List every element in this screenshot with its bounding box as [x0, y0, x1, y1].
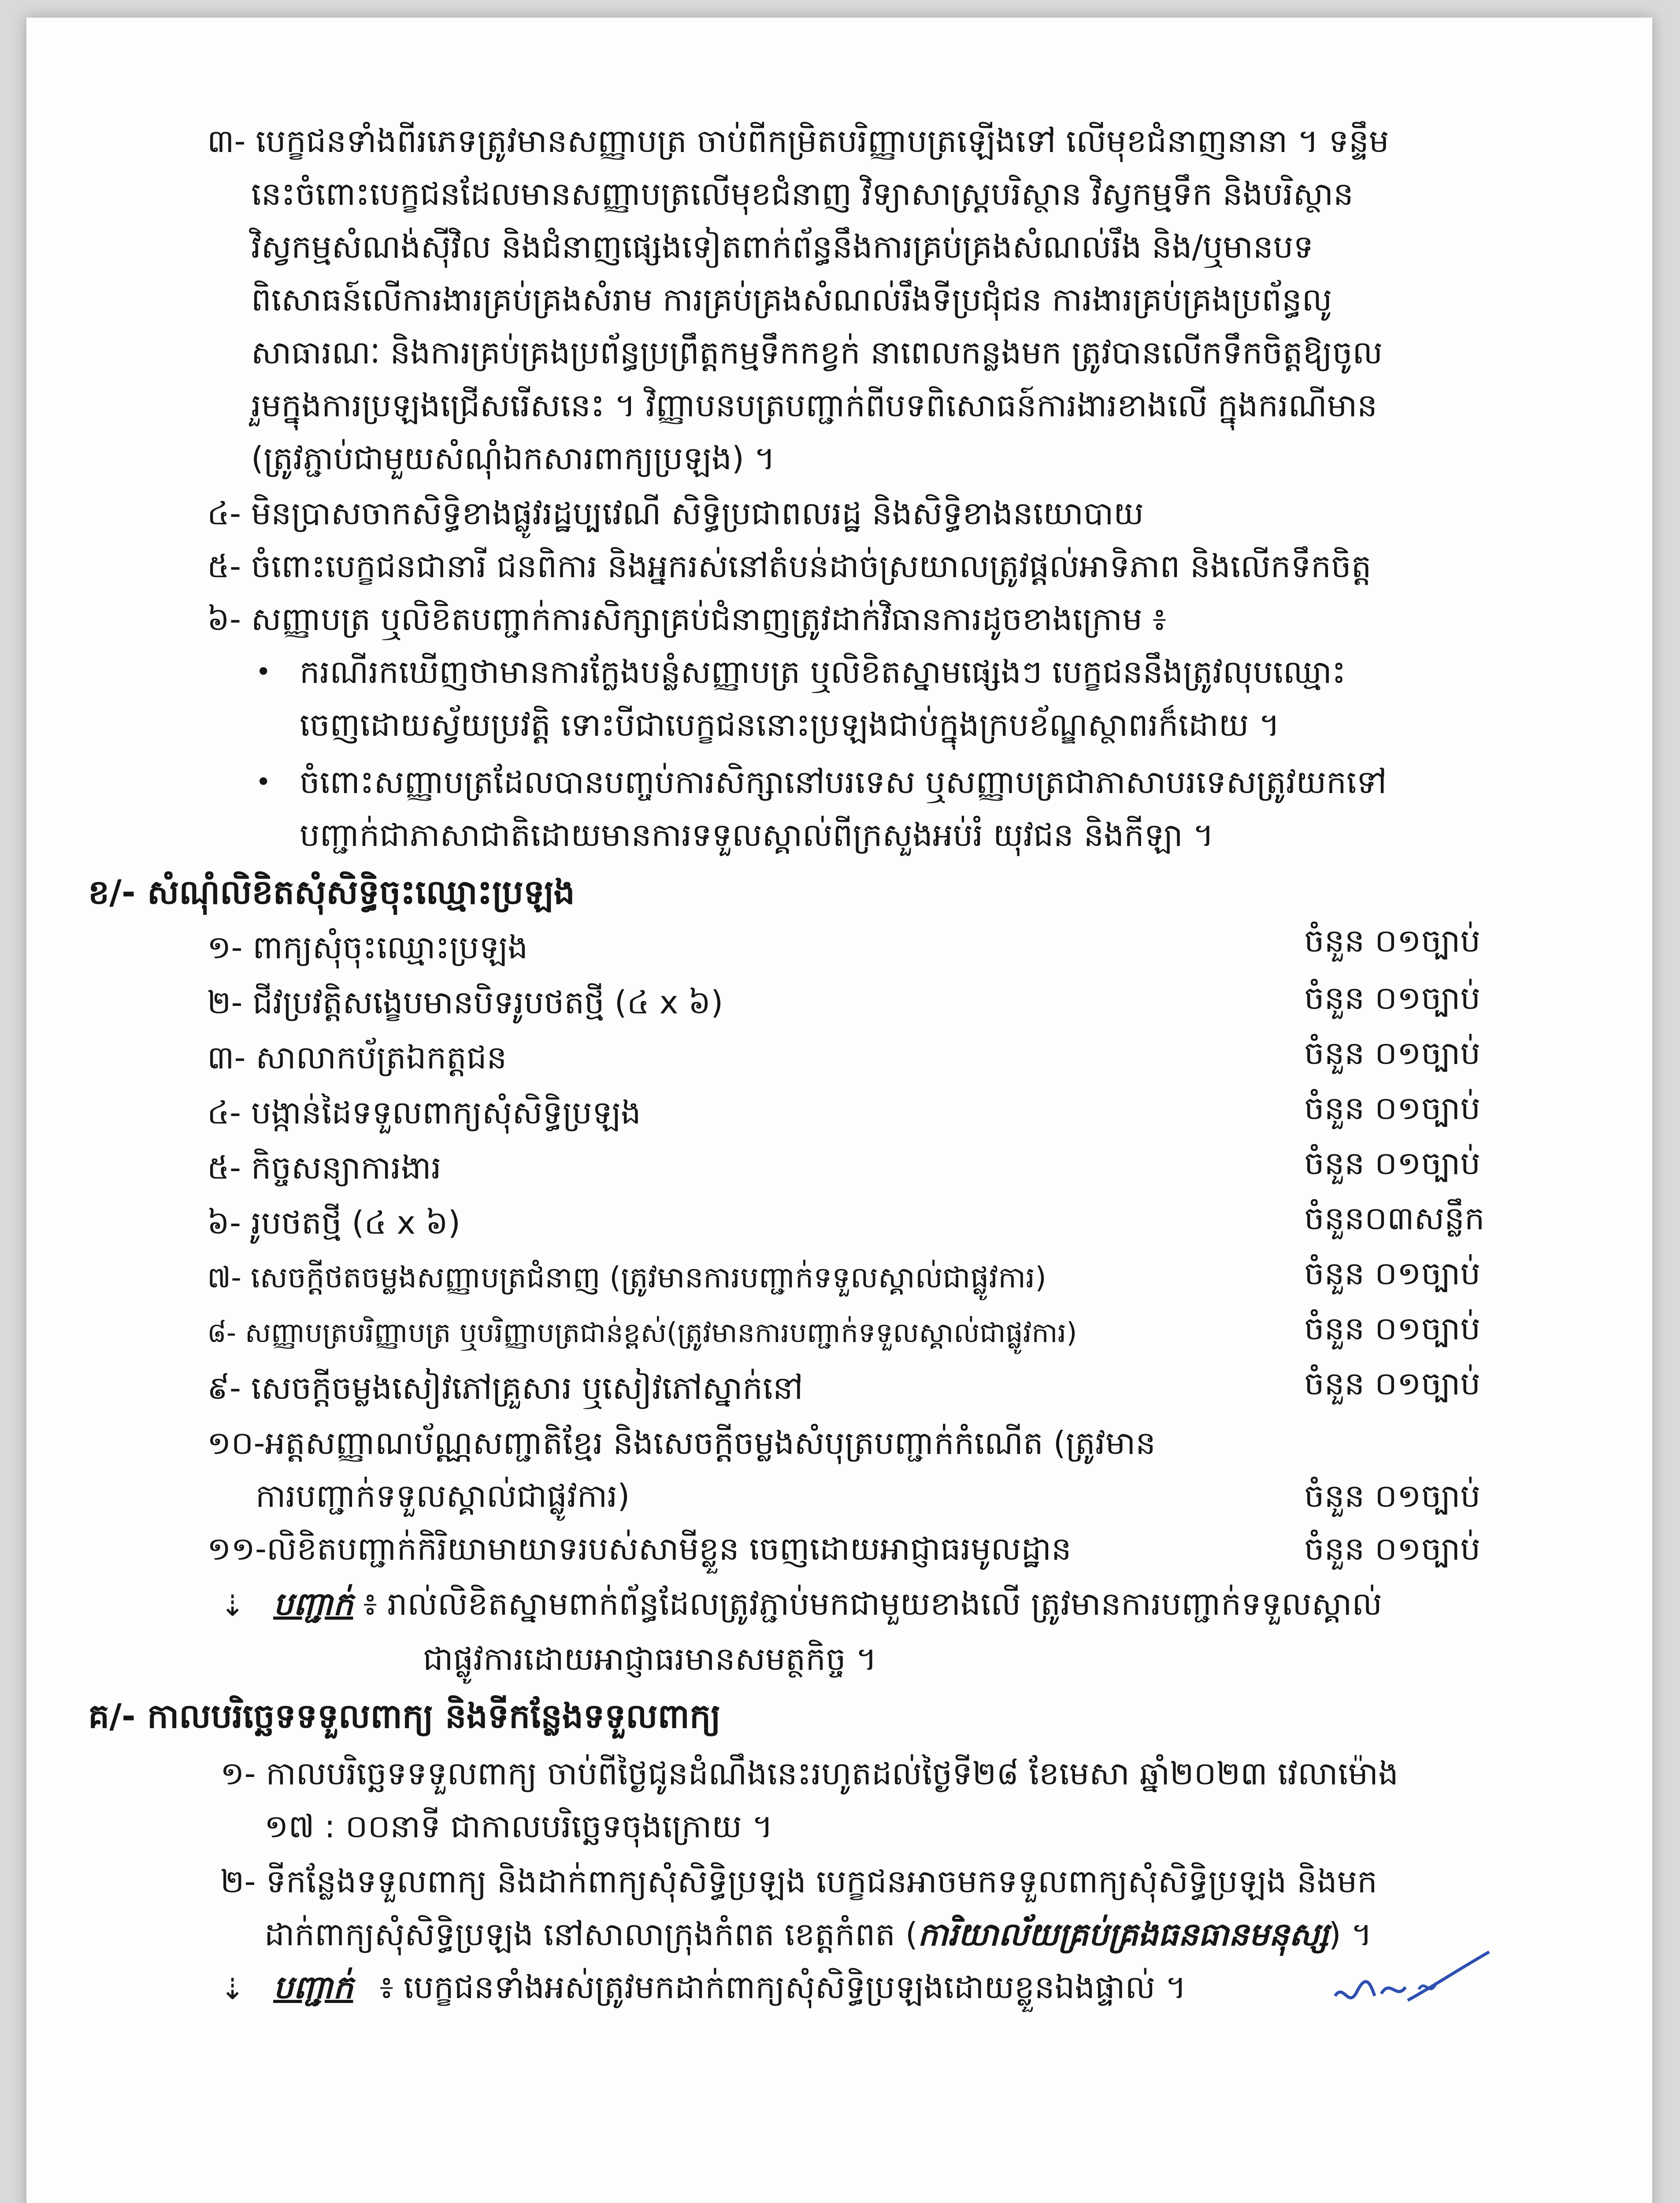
ko-item2-line2	[264, 1910, 1372, 1958]
kha-item3: ៣- សាលាកប័ត្រឯកត្តជន	[207, 1039, 507, 1076]
section-kha-heading: ខ/- សំណុំលិខិតសុំសិទ្ធិចុះឈ្មោះប្រឡង	[88, 872, 575, 912]
item3-line5: សាធារណៈ និងការគ្រប់គ្រងប្រព័ន្ធប្រព្រឹត្តកម្មទឹកកខ្វក់ នាពេលកន្លងមក ត្រូវបានលើកទឹកចិត្តឱ្យចូល	[251, 334, 1383, 371]
kha-item5: ៥- កិច្ចសន្យាការងារ	[207, 1149, 441, 1186]
kha-item9-qty: ចំនួន ០១ច្បាប់	[1304, 1365, 1481, 1402]
bullet-dot: •	[256, 656, 271, 687]
bullet-dot: •	[256, 767, 271, 797]
kha-item4: ៤- បង្កាន់ដៃទទួលពាក្យសុំសិទ្ធិប្រឡង	[207, 1094, 641, 1131]
arrow-down-icon: ⇣	[220, 1972, 245, 2006]
ko-item2-office: ការិយាល័យគ្រប់គ្រងធនធានមនុស្ស	[917, 1916, 1329, 1953]
kha-item6-qty: ចំនួន០៣សន្លឹក	[1304, 1200, 1485, 1237]
ko-item2-text-a: ដាក់ពាក្យសុំសិទ្ធិប្រឡង នៅសាលាក្រុងកំពត ខេត្តកំពត (	[264, 1916, 918, 1953]
item6: ៦- សញ្ញាបត្រ ឬលិខិតបញ្ជាក់ការសិក្សាគ្រប់ជំនាញត្រូវដាក់វិធានការដូចខាងក្រោម ៖	[207, 601, 1167, 638]
item3-line6: រួមក្នុងការប្រឡងជ្រើសរើសនេះ ។ វិញ្ញាបនបត្របញ្ជាក់ពីបទពិសោធន៍ការងារខាងលើ ក្នុងករណីមាន	[251, 387, 1377, 424]
kha-item5-qty: ចំនួន ០១ច្បាប់	[1304, 1145, 1481, 1182]
ko-item2-text-b: ) ។	[1328, 1916, 1372, 1953]
bullet2-line2: បញ្ជាក់ជាភាសាជាតិដោយមានការទទួលស្គាល់ពីក្រសួងអប់រំ យុវជន និងកីឡា ។	[300, 816, 1214, 853]
kha-item3-qty: ចំនួន ០១ច្បាប់	[1304, 1035, 1481, 1072]
kha-item10-line2: ការបញ្ជាក់ទទួលស្គាល់ជាផ្លូវការ)	[256, 1477, 630, 1514]
kha-item2: ២- ជីវប្រវត្តិសង្ខេបមានបិទរូបថតថ្មី (៤ x ៦)	[207, 984, 723, 1021]
arrow-down-icon: ⇣	[220, 1589, 245, 1623]
ko-item1-line2: ១៧ : ០០នាទី ជាកាលបរិច្ឆេទចុងក្រោយ ។	[264, 1808, 773, 1845]
kha-item11-qty: ចំនួន ០១ច្បាប់	[1304, 1530, 1481, 1567]
bullet1-line2: ចេញដោយស្វ័យប្រវត្តិ ទោះបីជាបេក្ខជននោះប្រឡងជាប់ក្នុងក្របខ័ណ្ឌស្ថាពរក៏ដោយ ។	[300, 706, 1280, 743]
bullet2-line1: ចំពោះសញ្ញាបត្រដែលបានបញ្ចប់ការសិក្សានៅបរទេស ឬសញ្ញាបត្រជាភាសាបរទេសត្រូវយកទៅ	[300, 764, 1387, 801]
kha-item7-qty: ចំនួន ០១ច្បាប់	[1304, 1255, 1481, 1292]
item3-line2: នេះចំពោះបេក្ខជនដែលមានសញ្ញាបត្រលើមុខជំនាញ វិទ្យាសាស្ត្របរិស្ថាន វិស្វកម្មទឹក និងបរិស្ថាន	[251, 175, 1354, 212]
kha-note-label: បញ្ជាក់	[273, 1585, 353, 1622]
initials-signature	[1331, 1947, 1498, 2018]
kha-note-line1	[273, 1580, 1382, 1628]
ko-note	[273, 1963, 1186, 2011]
kha-item9: ៩- សេចក្តីចម្លងសៀវភៅគ្រួសារ ឬសៀវភៅស្នាក់នៅ	[207, 1369, 803, 1406]
kha-item1: ១- ពាក្យសុំចុះឈ្មោះប្រឡង	[207, 929, 528, 966]
item3-line7: (ត្រូវភ្ជាប់ជាមួយសំណុំឯកសារពាក្យប្រឡង) ។	[251, 440, 775, 477]
item3-line3: វិស្វកម្មសំណង់ស៊ីវិល និងជំនាញផ្សេងទៀតពាក់ព័ន្ធនឹងការគ្រប់គ្រងសំណល់រឹង និង/ឬមានបទ	[251, 228, 1314, 265]
item3-line4: ពិសោធន៍លើការងារគ្រប់គ្រងសំរាម ការគ្រប់គ្រងសំណល់រឹងទីប្រជុំជន ការងារគ្រប់គ្រងប្រព័ន្ធលូ	[251, 281, 1332, 318]
kha-note-text: ៖ រាល់លិខិតស្នាមពាក់ព័ន្ធដែលត្រូវភ្ជាប់មកជាមួយខាងលើ ត្រូវមានការបញ្ជាក់ទទួលស្គាល់	[353, 1585, 1382, 1622]
ko-note-text: ៖ បេក្ខជនទាំងអស់ត្រូវមកដាក់ពាក្យសុំសិទ្ធិប្រឡងដោយខ្លួនឯងផ្ទាល់ ។	[379, 1969, 1187, 2006]
kha-item6: ៦- រូបថតថ្មី (៤ x ៦)	[207, 1204, 460, 1241]
ko-item2-line1: ២- ទីកន្លែងទទួលពាក្យ និងដាក់ពាក្យសុំសិទ្ធិប្រឡង បេក្ខជនអាចមកទទួលពាក្យសុំសិទ្ធិប្រឡង និងមក	[220, 1863, 1377, 1900]
kha-item8-qty: ចំនួន ០១ច្បាប់	[1304, 1310, 1481, 1347]
ko-item1-line1: ១- កាលបរិច្ឆេទទទួលពាក្យ ចាប់ពីថ្ងៃជូនដំណឹងនេះរហូតដល់ថ្ងៃទី២៨ ខែមេសា ឆ្នាំ២០២៣ វេលាម៉ោង	[220, 1755, 1398, 1792]
section-ko-heading: គ/- កាលបរិច្ឆេទទទួលពាក្យ និងទីកន្លែងទទួលពាក្យ	[88, 1696, 721, 1736]
item4: ៤- មិនប្រាសចាកសិទ្ធិខាងផ្លូវរដ្ឋប្បវេណី សិទ្ធិប្រជាពលរដ្ឋ និងសិទ្ធិខាងនយោបាយ	[207, 495, 1144, 532]
item3-line1: ៣- បេក្ខជនទាំងពីរភេទត្រូវមានសញ្ញាបត្រ ចាប់ពីកម្រិតបរិញ្ញាបត្រឡើងទៅ លើមុខជំនាញនានា ។ ទន្ទឹម	[207, 122, 1389, 159]
kha-item10-line1: ១០-អត្តសញ្ញាណប័ណ្ណសញ្ជាតិខ្មែរ និងសេចក្តីចម្លងសំបុត្របញ្ជាក់កំណើត (ត្រូវមាន	[207, 1424, 1156, 1461]
bullet1-line1: ករណីរកឃើញថាមានការក្លែងបន្លំសញ្ញាបត្រ ឬលិខិតស្នាមផ្សេងៗ បេក្ខជននឹងត្រូវលុបឈ្មោះ	[300, 653, 1346, 690]
kha-item4-qty: ចំនួន ០១ច្បាប់	[1304, 1090, 1481, 1127]
kha-item10-qty: ចំនួន ០១ច្បាប់	[1304, 1477, 1481, 1514]
kha-item1-qty: ចំនួន ០១ច្បាប់	[1304, 922, 1481, 959]
kha-item2-qty: ចំនួន ០១ច្បាប់	[1304, 979, 1481, 1016]
item5: ៥- ចំពោះបេក្ខជនជានារី ជនពិការ និងអ្នករស់នៅតំបន់ដាច់ស្រយាលត្រូវផ្តល់អាទិភាព និងលើកទឹកចិត្ត	[207, 548, 1372, 585]
kha-item8: ៨- សញ្ញាបត្របរិញ្ញាបត្រ ឬបរិញ្ញាបត្រជាន់ខ្ពស់(ត្រូវមានការបញ្ជាក់ទទួលស្គាល់ជាផ្លូវការ)	[207, 1317, 1077, 1349]
kha-item7: ៧- សេចក្តីថតចម្លងសញ្ញាបត្រជំនាញ (ត្រូវមានការបញ្ជាក់ទទួលស្គាល់ជាផ្លូវការ)	[207, 1261, 1046, 1294]
document-page	[26, 18, 1652, 2203]
kha-item11: ១១-លិខិតបញ្ជាក់កិរិយាមាយាទរបស់សាមីខ្លួន ចេញដោយអាជ្ញាធរមូលដ្ឋាន	[207, 1530, 1072, 1567]
ko-note-label: បញ្ជាក់	[273, 1969, 353, 2006]
kha-note-line2: ជាផ្លូវការដោយអាជ្ញាធរមានសមត្ថកិច្ច ។	[423, 1640, 877, 1677]
